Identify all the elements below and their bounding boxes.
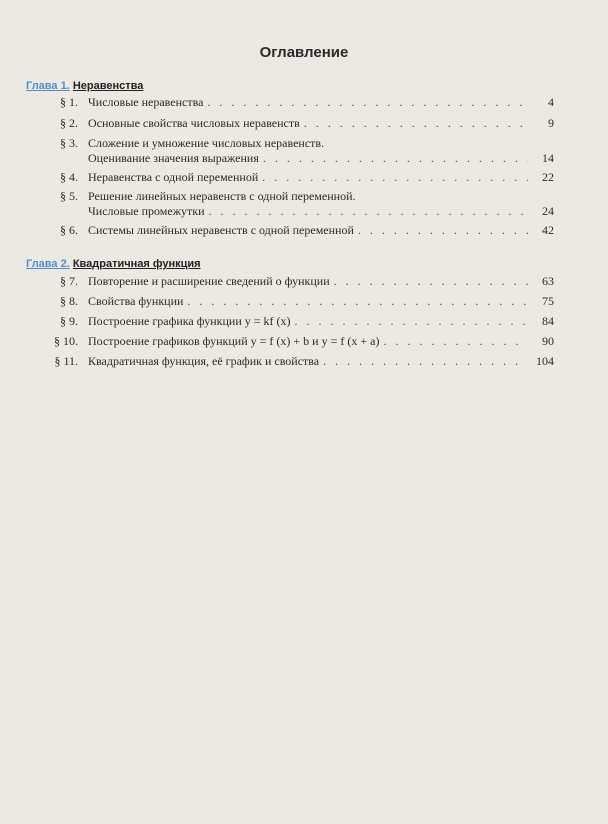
dot-leader <box>209 204 529 219</box>
dot-leader <box>323 354 528 369</box>
section-number: § 8. <box>60 294 78 308</box>
section-title: Системы линейных неравенств с одной переменной <box>88 223 354 237</box>
section-number: § 3. <box>60 136 78 150</box>
dot-leader <box>262 170 528 185</box>
toc-entry[interactable] <box>44 223 554 238</box>
section-title: Построение графиков функций y = f (x) + b и y = f (x + a) <box>88 334 380 348</box>
page-number: 104 <box>536 354 554 368</box>
toc-entry[interactable] <box>44 95 554 110</box>
toc-entry[interactable] <box>44 294 554 309</box>
page-number: 9 <box>548 116 554 130</box>
section-number: § 10. <box>54 334 78 348</box>
section-number: § 5. <box>60 189 78 203</box>
section-number: § 1. <box>60 95 78 109</box>
dot-leader <box>263 151 528 166</box>
chapter-title: Неравенства <box>72 80 144 92</box>
chapter-heading <box>26 258 201 270</box>
section-number: § 4. <box>60 170 78 184</box>
dot-leader <box>334 274 528 289</box>
section-title: Повторение и расширение сведений о функции <box>88 274 330 288</box>
page-number: 14 <box>542 151 554 165</box>
toc-entry[interactable] <box>44 354 554 369</box>
section-title: Построение графика функции y = kf (x) <box>88 314 291 328</box>
chapter-heading <box>26 80 143 92</box>
toc-entry[interactable] <box>44 116 554 131</box>
page-title: Оглавление <box>259 44 349 61</box>
section-title: Основные свойства числовых неравенств <box>88 116 300 130</box>
section-title-line: Сложение и умножение числовых неравенств. <box>88 136 325 150</box>
page-number: 22 <box>542 170 554 184</box>
page-number: 24 <box>542 204 554 218</box>
section-title-line: Оценивание значения выражения <box>88 151 259 165</box>
section-title: Квадратичная функция, её график и свойства <box>88 354 320 368</box>
section-title-line: Числовые промежутки <box>88 204 205 218</box>
chapter-title: Квадратичная функция <box>72 258 201 270</box>
section-number: § 2. <box>60 116 78 130</box>
page-number: 75 <box>542 294 554 308</box>
dot-leader <box>207 95 528 110</box>
section-number: § 7. <box>60 274 78 288</box>
section-number: § 9. <box>60 314 78 328</box>
section-number: § 11. <box>54 354 78 368</box>
dot-leader <box>295 314 529 329</box>
toc-entry[interactable] <box>44 136 554 166</box>
chapter-label: Глава 2. <box>26 258 70 270</box>
page-number: 4 <box>548 95 554 109</box>
chapter-label: Глава 1. <box>26 80 70 92</box>
dot-leader <box>383 334 528 349</box>
section-title: Неравенства с одной переменной <box>88 170 259 184</box>
toc-entry[interactable] <box>44 314 554 329</box>
section-title: Свойства функции <box>88 294 184 308</box>
toc-entry[interactable] <box>44 170 554 185</box>
dot-leader <box>358 223 528 238</box>
section-title: Числовые неравенства <box>88 95 204 109</box>
toc-entry[interactable] <box>44 334 554 349</box>
section-title-line: Решение линейных неравенств с одной переменной. <box>88 189 356 203</box>
dot-leader <box>187 294 528 309</box>
toc-entry[interactable] <box>44 189 554 219</box>
page-number: 63 <box>542 274 554 288</box>
section-number: § 6. <box>60 223 78 237</box>
toc-entry[interactable] <box>44 274 554 289</box>
page-number: 84 <box>542 314 554 328</box>
page-number: 90 <box>542 334 554 348</box>
page-number: 42 <box>542 223 554 237</box>
dot-leader <box>304 116 528 131</box>
